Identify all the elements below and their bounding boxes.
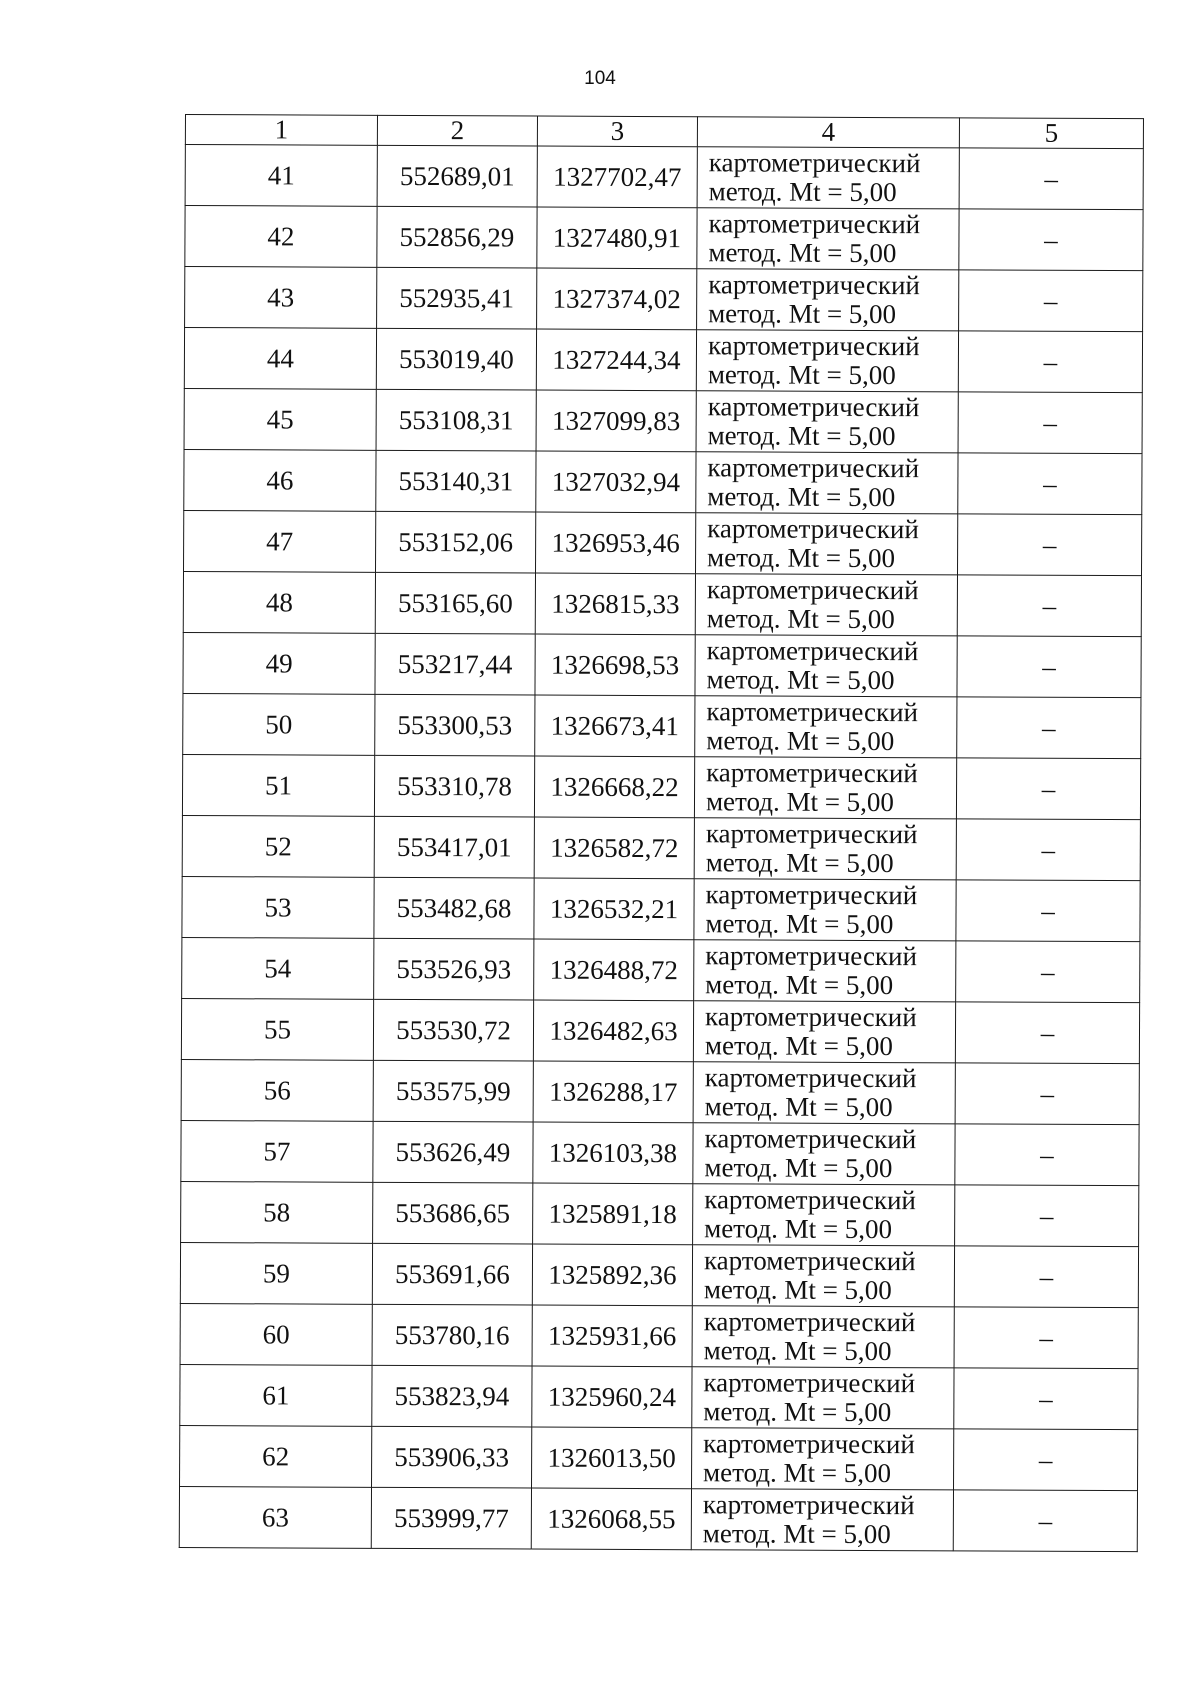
table-row: [185, 267, 1143, 332]
y-coordinate-cell: 1326532,21: [534, 878, 694, 940]
method-line-1: картометрический: [704, 1062, 917, 1094]
x-coordinate-cell: 553780,16: [372, 1304, 532, 1366]
method-cell: [691, 1489, 953, 1551]
method-line-2: метод. Mt = 5,00: [706, 603, 895, 635]
note-cell: –: [958, 392, 1142, 454]
point-number-cell: 53: [182, 876, 374, 938]
header-col-2: 2: [377, 115, 537, 146]
point-number-cell: 60: [180, 1303, 372, 1365]
x-coordinate-cell: 553526,93: [374, 938, 534, 1000]
method-cell: [692, 1428, 954, 1490]
method-cell: [696, 391, 958, 453]
method-line-1: картометрический: [705, 1001, 917, 1033]
method-cell: [692, 1245, 954, 1307]
note-cell: –: [955, 1002, 1139, 1064]
method-line-1: картометрический: [708, 208, 921, 240]
note-cell: –: [954, 1368, 1138, 1430]
header-col-3: 3: [537, 116, 697, 147]
method-line-1: картометрический: [704, 1123, 917, 1155]
x-coordinate-cell: 553999,77: [371, 1487, 531, 1549]
table-row: [184, 449, 1142, 514]
method-line-2: метод. Mt = 5,00: [703, 1396, 892, 1428]
method-line-2: метод. Mt = 5,00: [706, 664, 895, 696]
method-line-2: метод. Mt = 5,00: [704, 1213, 893, 1245]
x-coordinate-cell: 552935,41: [377, 267, 537, 329]
point-number-cell: 52: [182, 815, 374, 877]
method-line-1: картометрический: [703, 1306, 916, 1338]
note-cell: –: [955, 1124, 1139, 1186]
method-line-2: метод. Mt = 5,00: [703, 1274, 892, 1306]
method-line-1: картометрический: [708, 147, 921, 179]
table-row: [181, 1181, 1139, 1246]
method-line-1: картометрический: [707, 513, 919, 545]
method-line-1: картометрический: [703, 1428, 915, 1460]
point-number-cell: 54: [182, 937, 374, 999]
point-number-cell: 51: [182, 754, 374, 816]
table-row: [180, 1242, 1138, 1307]
x-coordinate-cell: 553140,31: [376, 450, 536, 512]
method-line-2: метод. Mt = 5,00: [707, 359, 896, 391]
y-coordinate-cell: 1326013,50: [532, 1427, 692, 1489]
method-line-1: картометрический: [704, 1184, 916, 1216]
x-coordinate-cell: 553019,40: [376, 328, 536, 390]
method-cell: [693, 1184, 955, 1246]
y-coordinate-cell: 1325891,18: [533, 1183, 693, 1245]
point-number-cell: 56: [181, 1059, 373, 1121]
y-coordinate-cell: 1326288,17: [533, 1061, 693, 1123]
note-cell: –: [959, 148, 1143, 210]
table-body: [179, 145, 1143, 1552]
note-cell: –: [954, 1307, 1138, 1369]
point-number-cell: 50: [183, 693, 375, 755]
method-cell: [694, 879, 956, 941]
method-cell: [697, 147, 959, 209]
method-line-1: картометрический: [706, 696, 919, 728]
method-line-2: метод. Mt = 5,00: [708, 237, 897, 269]
method-cell: [697, 269, 959, 331]
x-coordinate-cell: 553575,99: [373, 1060, 533, 1122]
method-line-2: метод. Mt = 5,00: [707, 481, 896, 513]
page-number: 104: [584, 68, 616, 89]
method-line-2: метод. Mt = 5,00: [705, 847, 894, 879]
method-cell: [695, 635, 957, 697]
x-coordinate-cell: 553300,53: [375, 694, 535, 756]
note-cell: –: [958, 331, 1142, 393]
table-row: [185, 145, 1143, 210]
y-coordinate-cell: 1326488,72: [534, 939, 694, 1001]
method-cell: [693, 1062, 955, 1124]
point-number-cell: 57: [181, 1120, 373, 1182]
y-coordinate-cell: 1327099,83: [536, 390, 696, 452]
point-number-cell: 59: [180, 1242, 372, 1304]
point-number-cell: 62: [180, 1425, 372, 1487]
method-line-2: метод. Mt = 5,00: [704, 1091, 893, 1123]
table-row: [184, 388, 1142, 453]
method-line-2: метод. Mt = 5,00: [707, 542, 896, 574]
point-number-cell: 41: [185, 145, 377, 207]
method-line-2: метод. Mt = 5,00: [703, 1335, 892, 1367]
x-coordinate-cell: 553165,60: [375, 572, 535, 634]
table-row: [179, 1486, 1137, 1551]
method-line-1: картометрический: [706, 635, 919, 667]
method-line-2: метод. Mt = 5,00: [705, 908, 894, 940]
point-number-cell: 48: [183, 571, 375, 633]
point-number-cell: 44: [184, 328, 376, 390]
method-line-2: метод. Mt = 5,00: [705, 786, 895, 818]
method-cell: [695, 696, 957, 758]
note-cell: –: [958, 453, 1142, 515]
method-line-2: метод. Mt = 5,00: [708, 176, 897, 208]
x-coordinate-cell: 553108,31: [376, 389, 536, 451]
y-coordinate-cell: 1327702,47: [537, 146, 697, 208]
method-line-2: метод. Mt = 5,00: [707, 420, 896, 452]
table-row: [182, 754, 1140, 819]
x-coordinate-cell: 553417,01: [374, 816, 534, 878]
note-cell: –: [956, 880, 1140, 942]
table-row: [181, 998, 1139, 1063]
header-col-1: 1: [185, 115, 377, 146]
x-coordinate-cell: 553482,68: [374, 877, 534, 939]
y-coordinate-cell: 1326068,55: [531, 1488, 691, 1550]
y-coordinate-cell: 1327032,94: [536, 451, 696, 513]
point-number-cell: 45: [184, 388, 376, 450]
method-cell: [697, 208, 959, 270]
note-cell: –: [956, 941, 1140, 1003]
table-row: [182, 876, 1140, 941]
header-col-5: 5: [959, 118, 1143, 149]
method-line-2: метод. Mt = 5,00: [706, 725, 895, 757]
note-cell: –: [957, 575, 1141, 637]
method-line-2: метод. Mt = 5,00: [705, 969, 894, 1001]
table-row: [184, 328, 1142, 393]
x-coordinate-cell: 553310,78: [374, 755, 534, 817]
point-number-cell: 61: [180, 1364, 372, 1426]
point-number-cell: 49: [183, 632, 375, 694]
table-row: [180, 1425, 1138, 1490]
table-row: [181, 1120, 1139, 1185]
y-coordinate-cell: 1326953,46: [536, 512, 696, 574]
method-line-1: картометрический: [706, 757, 918, 789]
y-coordinate-cell: 1326582,72: [534, 817, 694, 879]
point-number-cell: 58: [181, 1181, 373, 1243]
method-line-1: картометрический: [702, 1489, 915, 1521]
method-line-1: картометрический: [705, 940, 918, 972]
method-line-1: картометрический: [708, 269, 920, 301]
method-cell: [695, 574, 957, 636]
point-number-cell: 47: [184, 510, 376, 572]
x-coordinate-cell: 553823,94: [372, 1365, 532, 1427]
y-coordinate-cell: 1326482,63: [533, 1000, 693, 1062]
method-cell: [693, 1001, 955, 1063]
x-coordinate-cell: 553626,49: [373, 1121, 533, 1183]
header-col-4: 4: [697, 117, 959, 148]
y-coordinate-cell: 1327374,02: [537, 268, 697, 330]
y-coordinate-cell: 1326698,53: [535, 634, 695, 696]
note-cell: –: [959, 270, 1143, 332]
y-coordinate-cell: 1326815,33: [535, 573, 695, 635]
note-cell: –: [955, 1185, 1139, 1247]
y-coordinate-cell: 1325960,24: [532, 1366, 692, 1428]
x-coordinate-cell: 553686,65: [373, 1182, 533, 1244]
method-cell: [692, 1306, 954, 1368]
y-coordinate-cell: 1326673,41: [535, 695, 695, 757]
table-row: [185, 206, 1143, 271]
y-coordinate-cell: 1325931,66: [532, 1305, 692, 1367]
note-cell: –: [953, 1490, 1137, 1552]
point-number-cell: 63: [179, 1486, 371, 1548]
note-cell: –: [954, 1429, 1138, 1491]
table-row: [180, 1364, 1138, 1429]
method-line-2: метод. Mt = 5,00: [704, 1152, 893, 1184]
method-cell: [695, 513, 957, 575]
method-line-1: картометрический: [703, 1367, 916, 1399]
note-cell: –: [957, 514, 1141, 576]
method-line-2: метод. Mt = 5,00: [704, 1030, 893, 1062]
y-coordinate-cell: 1327480,91: [537, 207, 697, 269]
y-coordinate-cell: 1326103,38: [533, 1122, 693, 1184]
note-cell: –: [954, 1246, 1138, 1308]
table-row: [182, 937, 1140, 1002]
point-number-cell: 43: [185, 267, 377, 329]
method-line-1: картометрический: [707, 391, 920, 423]
x-coordinate-cell: 553152,06: [376, 511, 536, 573]
note-cell: –: [955, 1063, 1139, 1125]
method-line-1: картометрический: [703, 1245, 916, 1277]
point-number-cell: 46: [184, 449, 376, 511]
table-row: [184, 510, 1142, 575]
point-number-cell: 55: [181, 998, 373, 1060]
coordinates-table: [179, 114, 1144, 1552]
x-coordinate-cell: 552856,29: [377, 206, 537, 268]
method-cell: [694, 940, 956, 1002]
table-header-row: [185, 115, 1143, 149]
y-coordinate-cell: 1327244,34: [536, 329, 696, 391]
table-row: [181, 1059, 1139, 1124]
method-line-2: метод. Mt = 5,00: [708, 298, 897, 330]
method-cell: [696, 452, 958, 514]
x-coordinate-cell: 553906,33: [372, 1426, 532, 1488]
table-row: [182, 815, 1140, 880]
x-coordinate-cell: 553691,66: [372, 1243, 532, 1305]
method-line-1: картометрический: [707, 452, 920, 484]
y-coordinate-cell: 1325892,36: [532, 1244, 692, 1306]
method-line-1: картометрический: [706, 574, 919, 606]
method-cell: [694, 818, 956, 880]
table-row: [183, 632, 1141, 697]
method-line-2: метод. Mt = 5,00: [703, 1457, 892, 1489]
note-cell: –: [956, 758, 1140, 820]
table-row: [183, 571, 1141, 636]
note-cell: –: [956, 819, 1140, 881]
method-line-1: картометрический: [707, 330, 920, 362]
method-cell: [693, 1123, 955, 1185]
note-cell: –: [957, 636, 1141, 698]
note-cell: –: [959, 209, 1143, 271]
method-cell: [692, 1367, 954, 1429]
y-coordinate-cell: 1326668,22: [534, 756, 694, 818]
method-cell: [696, 330, 958, 392]
point-number-cell: 42: [185, 206, 377, 268]
method-cell: [694, 757, 956, 819]
x-coordinate-cell: 552689,01: [377, 145, 537, 207]
x-coordinate-cell: 553217,44: [375, 633, 535, 695]
method-line-1: картометрический: [705, 879, 918, 911]
table-row: [180, 1303, 1138, 1368]
method-line-1: картометрический: [705, 818, 918, 850]
x-coordinate-cell: 553530,72: [373, 999, 533, 1061]
table-row: [183, 693, 1141, 758]
note-cell: –: [957, 697, 1141, 759]
method-line-2: метод. Mt = 5,00: [702, 1518, 891, 1550]
